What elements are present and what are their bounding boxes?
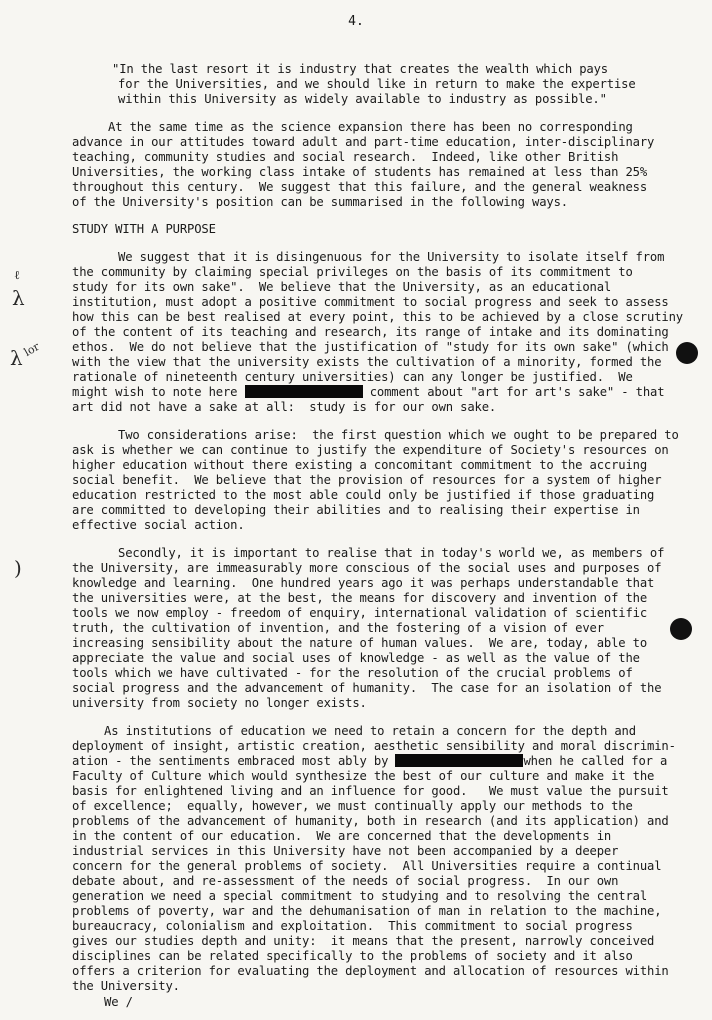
- paragraph-line: of the University's position can be summarised in the following ways.: [72, 195, 568, 209]
- paragraph-line: with the view that the university exists the cultivation of a minority, formed the: [72, 355, 662, 369]
- paragraph-line: concern for the general problems of society. All Universities require a continual: [72, 859, 662, 873]
- paragraph-line: appreciate the value and social uses of knowledge - as well as the value of the: [72, 651, 640, 665]
- punch-hole: [670, 618, 692, 640]
- text-segment: when he called for a: [523, 754, 668, 768]
- paragraph-line: ask is whether we can continue to justify the expenditure of Society's resources on: [72, 443, 669, 457]
- paragraph-line: disciplines can be related specifically to the problems of society and it also: [72, 949, 633, 963]
- text-segment: might wish to note here: [72, 385, 245, 399]
- paragraph-line: education restricted to the most able could only be justified if those graduating: [72, 488, 655, 502]
- quote-line: "In the last resort it is industry that creates the wealth which pays: [112, 62, 608, 76]
- paragraph-line-redacted: [72, 385, 664, 400]
- paragraph-line: are committed to developing their abilities and to realising their expertise in: [72, 503, 640, 517]
- section-heading: STUDY WITH A PURPOSE: [72, 222, 216, 236]
- paragraph-line: At the same time as the science expansion there has been no corresponding: [108, 120, 633, 134]
- margin-annotation: lor: [21, 340, 42, 359]
- paragraph-line: ethos. We do not believe that the justification of "study for its own sake" (which: [72, 340, 669, 354]
- paragraph-line: Secondly, it is important to realise that in today's world we, as members of: [118, 546, 665, 560]
- margin-annotation: ℓ: [14, 268, 20, 282]
- paragraph-line: industrial services in this University have not been accompanied by a deeper: [72, 844, 619, 858]
- paragraph-line-redacted: [72, 754, 667, 769]
- quote-line: within this University as widely available to industry as possible.": [118, 92, 607, 106]
- paragraph-line: higher education without there existing a concomitant commitment to the accruing: [72, 458, 647, 472]
- paragraph-line: bureaucracy, colonialism and exploitation. This commitment to social progress: [72, 919, 633, 933]
- paragraph-line: offers a criterion for evaluating the deployment and allocation of resources within: [72, 964, 669, 978]
- text-segment: ation - the sentiments embraced most ably by: [72, 754, 396, 768]
- paragraph-line: problems of poverty, war and the dehumanisation of man in relation to the machine,: [72, 904, 662, 918]
- paragraph-line: of the content of its teaching and research, its range of intake and its dominating: [72, 325, 669, 339]
- margin-annotation: λ: [10, 346, 23, 370]
- paragraph-line: how this can be best realised at every point, this to be achieved by a close scrutiny: [72, 310, 683, 324]
- redaction-block: [245, 385, 363, 398]
- paragraph-line: problems of the advancement of humanity, both in research (and its application) and: [72, 814, 669, 828]
- paragraph-line: deployment of insight, artistic creation, aesthetic sensibility and moral discrimin-: [72, 739, 676, 753]
- paragraph-line: debate about, and re-assessment of the needs of social progress. In our own: [72, 874, 619, 888]
- paragraph-line: truth, the cultivation of invention, and the fostering of a vision of ever: [72, 621, 604, 635]
- paragraph-line: the universities were, at the best, the means for discovery and invention of the: [72, 591, 647, 605]
- paragraph-line: tools we now employ - freedom of enquiry, international validation of scientific: [72, 606, 647, 620]
- paragraph-line: Universities, the working class intake of students has remained at less than 25%: [72, 165, 647, 179]
- paragraph-line: social progress and the advancement of humanity. The case for an isolation of the: [72, 681, 662, 695]
- paragraph-line: increasing sensibility about the nature of human values. We are, today, able to: [72, 636, 647, 650]
- paragraph-line: knowledge and learning. One hundred years ago it was perhaps understandable that: [72, 576, 655, 590]
- page-number: 4.: [348, 14, 364, 29]
- margin-annotation: ): [14, 556, 22, 580]
- paragraph-line: throughout this century. We suggest that this failure, and the general weakness: [72, 180, 647, 194]
- paragraph-line: art did not have a sake at all: study is for our own sake.: [72, 400, 497, 414]
- paragraph-line: in the content of our education. We are concerned that the developments in: [72, 829, 612, 843]
- paragraph-line: rationale of nineteenth century universities) can any longer be justified. We: [72, 370, 633, 384]
- paragraph-line: of excellence; equally, however, we must continually apply our methods to the: [72, 799, 633, 813]
- paragraph-line: As institutions of education we need to retain a concern for the depth and: [104, 724, 636, 738]
- redaction-block: [395, 754, 523, 767]
- paragraph-line: generation we need a special commitment to studying and to resolving the central: [72, 889, 647, 903]
- paragraph-line: study for its own sake". We believe that the University, as an educational: [72, 280, 612, 294]
- paragraph-line: We suggest that it is disingenuous for the University to isolate itself from: [118, 250, 665, 264]
- paragraph-line: gives our studies depth and unity: it means that the present, narrowly conceived: [72, 934, 655, 948]
- paragraph-line: institution, must adopt a positive commitment to social progress and seek to assess: [72, 295, 669, 309]
- paragraph-line: basis for enlightened living and an influence for good. We must value the pursuit: [72, 784, 669, 798]
- paragraph-line: university from society no longer exists.: [72, 696, 367, 710]
- paragraph-line: social benefit. We believe that the provision of resources for a system of higher: [72, 473, 662, 487]
- paragraph-line: the community by claiming special privileges on the basis of its commitment to: [72, 265, 633, 279]
- paragraph-line: Two considerations arise: the first question which we ought to be prepared to: [118, 428, 679, 442]
- paragraph-line: advance in our attitudes toward adult and part-time education, inter-disciplinary: [72, 135, 655, 149]
- paragraph-line: the University.: [72, 979, 180, 993]
- margin-annotation: λ: [12, 286, 25, 310]
- paragraph-line: Faculty of Culture which would synthesize the best of our culture and make it the: [72, 769, 655, 783]
- catchword: We /: [104, 995, 133, 1009]
- paragraph-line: teaching, community studies and social research. Indeed, like other British: [72, 150, 619, 164]
- punch-hole: [676, 342, 698, 364]
- quote-line: for the Universities, and we should like in return to make the expertise: [118, 77, 636, 91]
- paragraph-line: the University, are immeasurably more conscious of the social uses and purposes of: [72, 561, 662, 575]
- text-segment: comment about "art for art's sake" - that: [362, 385, 665, 399]
- paragraph-line: effective social action.: [72, 518, 245, 532]
- paragraph-line: tools which we have cultivated - for the resolution of the crucial problems of: [72, 666, 633, 680]
